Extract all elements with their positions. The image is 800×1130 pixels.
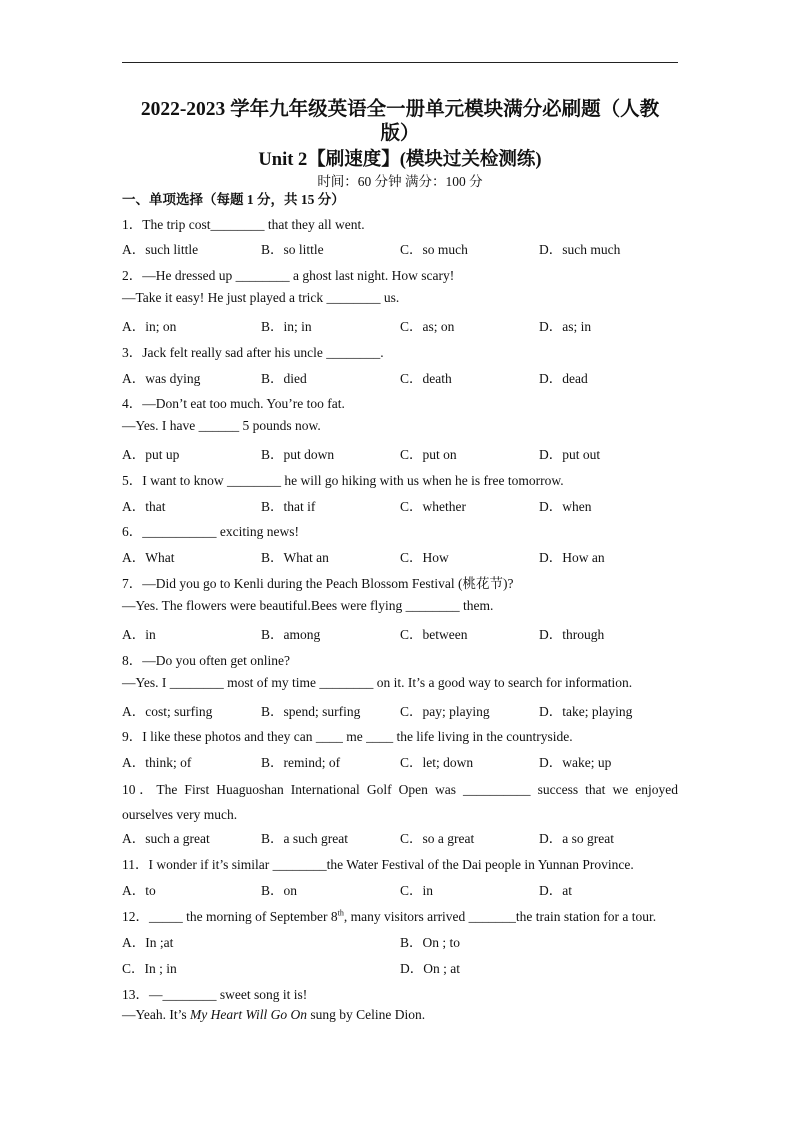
q11-option-c: C．in [400, 883, 434, 898]
q1-option-b: B．so little [261, 242, 324, 257]
question-1: 1．The trip cost________ that they all went. [122, 217, 365, 232]
q5-option-c: C．whether [400, 499, 466, 514]
section-title: 一、单项选择（每题 1 分，共 15 分） [122, 192, 345, 207]
q2-option-c: C．as; on [400, 319, 455, 334]
q7-option-a: A．in [122, 627, 156, 642]
question-2-reply: —Take it easy! He just played a trick ________ us. [122, 290, 400, 305]
q3-option-a: A．was dying [122, 371, 201, 386]
question-12 [122, 905, 656, 925]
question-8-reply: —Yes. I ________ most of my time ________ on it. It’s a good way to search for information. [122, 675, 633, 690]
question-10: 10．The First Huaguoshan International Golf Open was __________ success that we enjoyed ourselves very much. [122, 782, 678, 822]
q6-option-d: D．How an [539, 550, 605, 565]
question-6: 6．___________ exciting news! [122, 524, 299, 539]
question-12-text-end: , many visitors arrived _______the train station for a tour. [343, 909, 657, 924]
question-7: 7．—Did you go to Kenli during the Peach Blossom Festival (桃花节)? [122, 576, 514, 591]
q8-option-c: C．pay; playing [400, 704, 490, 719]
q7-option-b: B．among [261, 627, 321, 642]
question-12-text: 12．_____ the morning of September 8 [122, 909, 338, 924]
question-13-reply-text: —Yeah. It’s [122, 1007, 191, 1022]
q12-option-a: A．In ;at [122, 935, 174, 950]
q8-option-b: B．spend; surfing [261, 704, 361, 719]
doc-title-line1: 2022-2023 学年九年级英语全一册单元模块满分必刷题（人教 [140, 99, 660, 120]
q12-option-d: D．On ; at [400, 961, 460, 976]
q11-option-d: D．at [539, 883, 572, 898]
q10-option-a: A．such a great [122, 831, 210, 846]
question-2: 2．—He dressed up ________ a ghost last night. How scary! [122, 268, 455, 283]
question-3: 3．Jack felt really sad after his uncle ________. [122, 345, 384, 360]
q2-option-d: D．as; in [539, 319, 592, 334]
time-score-info: 时间：60 分钟 满分：100 分 [317, 174, 483, 189]
question-13-reply [122, 1007, 425, 1023]
question-4-reply: —Yes. I have ______ 5 pounds now. [122, 418, 321, 433]
question-11: 11．I wonder if it’s similar ________the Water Festival of the Dai people in Yunnan Province. [122, 857, 634, 872]
q10-option-d: D．a so great [539, 831, 614, 846]
q5-option-d: D．when [539, 499, 592, 514]
q6-option-a: A．What [122, 550, 175, 565]
q7-option-c: C．between [400, 627, 468, 642]
q9-option-b: B．remind; of [261, 755, 341, 770]
q12-option-c: C．In ; in [122, 961, 177, 976]
question-13: 13．—________ sweet song it is! [122, 987, 308, 1002]
q1-option-d: D．such much [539, 242, 621, 257]
q5-option-a: A．that [122, 499, 166, 514]
q3-option-b: B．died [261, 371, 307, 386]
doc-title-line2: Unit 2【刷速度】(模块过关检测练) [258, 150, 542, 170]
q10-option-b: B．a such great [261, 831, 348, 846]
q1-option-a: A．such little [122, 242, 199, 257]
q11-option-b: B．on [261, 883, 298, 898]
q2-option-b: B．in; in [261, 319, 312, 334]
q9-option-a: A．think; of [122, 755, 192, 770]
q12-option-b: B．On ; to [400, 935, 461, 950]
header-rule [122, 62, 678, 63]
q7-option-d: D．through [539, 627, 605, 642]
q4-option-c: C．put on [400, 447, 457, 462]
q3-option-c: C．death [400, 371, 452, 386]
q10-option-c: C．so a great [400, 831, 475, 846]
q4-option-b: B．put down [261, 447, 335, 462]
q11-option-a: A．to [122, 883, 156, 898]
question-13-reply-end: sung by Celine Dion. [307, 1007, 426, 1022]
song-title: My Heart Will Go On [190, 1007, 308, 1022]
question-8: 8．—Do you often get online? [122, 653, 290, 668]
question-4: 4．—Don’t eat too much. You’re too fat. [122, 396, 345, 411]
q9-option-d: D．wake; up [539, 755, 612, 770]
doc-title-line1-continued: 版） [380, 123, 420, 144]
q8-option-d: D．take; playing [539, 704, 633, 719]
q5-option-b: B．that if [261, 499, 316, 514]
q6-option-c: C．How [400, 550, 449, 565]
question-5: 5．I want to know ________ he will go hiking with us when he is free tomorrow. [122, 473, 564, 488]
q6-option-b: B．What an [261, 550, 329, 565]
q9-option-c: C．let; down [400, 755, 474, 770]
question-7-reply: —Yes. The flowers were beautiful.Bees were flying ________ them. [122, 598, 494, 613]
q3-option-d: D．dead [539, 371, 588, 386]
q8-option-a: A．cost; surfing [122, 704, 213, 719]
q2-option-a: A．in; on [122, 319, 177, 334]
q4-option-a: A．put up [122, 447, 180, 462]
q1-option-c: C．so much [400, 242, 468, 257]
q4-option-d: D．put out [539, 447, 601, 462]
ordinal-suffix: th [337, 908, 344, 918]
question-9: 9．I like these photos and they can ____ me ____ the life living in the countryside. [122, 729, 573, 744]
